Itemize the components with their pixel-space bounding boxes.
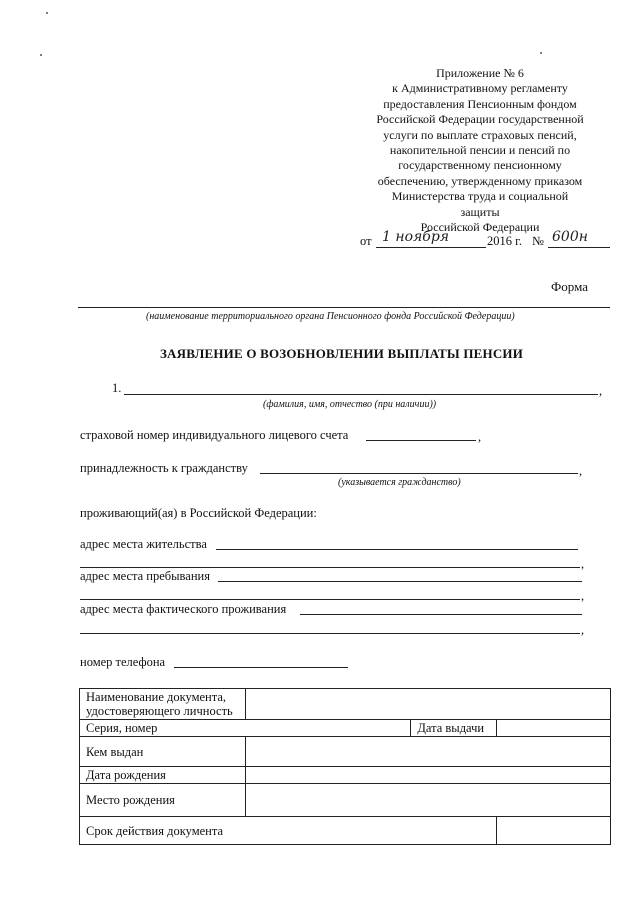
scan-speck [46,12,48,14]
table-row [80,689,611,720]
birth-date-label: Дата рождения [80,767,246,784]
residence-comma: , [581,557,585,571]
id-document-table [79,688,611,845]
snils-line[interactable] [366,440,476,441]
validity-value[interactable] [497,817,611,845]
citizenship-label: принадлежность к гражданству [80,461,248,475]
full-name-comma: , [599,384,603,398]
issued-by-label: Кем выдан [80,737,246,767]
appendix-line: защиты [460,204,500,219]
appendix-line: Приложение № 6 [436,66,524,80]
order-date-line [376,247,486,248]
actual-address-label: адрес места фактического проживания [80,602,287,616]
appendix-line: накопительной пенсии и пенсий по [389,143,571,158]
stay-address-line-2[interactable] [80,599,580,600]
birth-date-value[interactable] [245,767,610,784]
scan-speck [40,54,42,56]
citizenship-hint: (указывается гражданство) [338,477,461,488]
order-no-handwritten: 600н [552,229,588,245]
doc-name-value[interactable] [245,689,610,720]
citizenship-comma: , [579,464,583,478]
actual-address-line-2[interactable] [80,633,580,634]
form-label: Форма [551,279,588,294]
phone-label: номер телефона [80,655,166,669]
stay-address-line[interactable] [218,581,582,582]
full-name-hint: (фамилия, имя, отчество (при наличии)) [263,399,437,410]
order-year: 2016 г. [487,234,522,248]
pfr-office-line[interactable] [78,307,610,308]
stay-comma: , [581,589,585,603]
issue-date-value[interactable] [497,720,611,737]
actual-comma: , [581,623,585,637]
appendix-line: обеспечению, утвержденному приказом [377,173,583,188]
appendix-line: услуги по выплате страховых пенсий, [383,127,577,142]
residence-address-line-2[interactable] [80,567,580,568]
item-number: 1. [112,381,122,395]
snils-comma: , [478,430,482,444]
order-date-handwritten: 1 ноября [382,229,450,245]
appendix-block [340,66,620,235]
appendix-line: Министерства труда и социальной [391,189,569,204]
citizenship-line[interactable] [260,473,578,474]
residing-label: проживающий(ая) в Российской Федерации: [80,506,317,520]
doc-name-label: Наименование документа, удостоверяющего личность [80,689,246,720]
order-no-line [548,247,610,248]
appendix-line: предоставления Пенсионным фондом [383,96,577,111]
birth-place-label: Место рождения [80,784,246,817]
residence-address-line[interactable] [216,549,578,550]
issue-date-label: Дата выдачи [411,720,497,737]
residence-address-label: адрес места жительства [80,537,207,551]
appendix-line: Российской Федерации [420,220,540,235]
table-row [80,737,611,767]
pfr-office-hint: (наименование территориального органа Пенсионного фонда Российской Федерации) [146,311,515,322]
appendix-line: Российской Федерации государственной [376,112,584,127]
snils-label: страховой номер индивидуального лицевого счета [80,428,349,442]
full-name-line[interactable] [124,394,598,395]
issued-by-value[interactable] [245,737,610,767]
stay-address-label: адрес места пребывания [80,569,210,583]
appendix-line: государственному пенсионному [398,158,562,173]
birth-place-value[interactable] [245,784,610,817]
table-row [80,784,611,817]
scan-speck [540,52,542,54]
table-row [80,767,611,784]
page-title: ЗАЯВЛЕНИЕ О ВОЗОБНОВЛЕНИИ ВЫПЛАТЫ ПЕНСИИ [160,346,524,361]
phone-line[interactable] [174,667,348,668]
table-row [80,720,611,737]
appendix-line: к Административному регламенту [392,81,568,96]
series-number-label: Серия, номер [80,720,411,737]
table-row [80,817,611,845]
order-no-label: № [532,234,544,248]
validity-label: Срок действия документа [80,817,497,845]
order-prefix: от [360,234,372,248]
actual-address-line[interactable] [300,614,582,615]
